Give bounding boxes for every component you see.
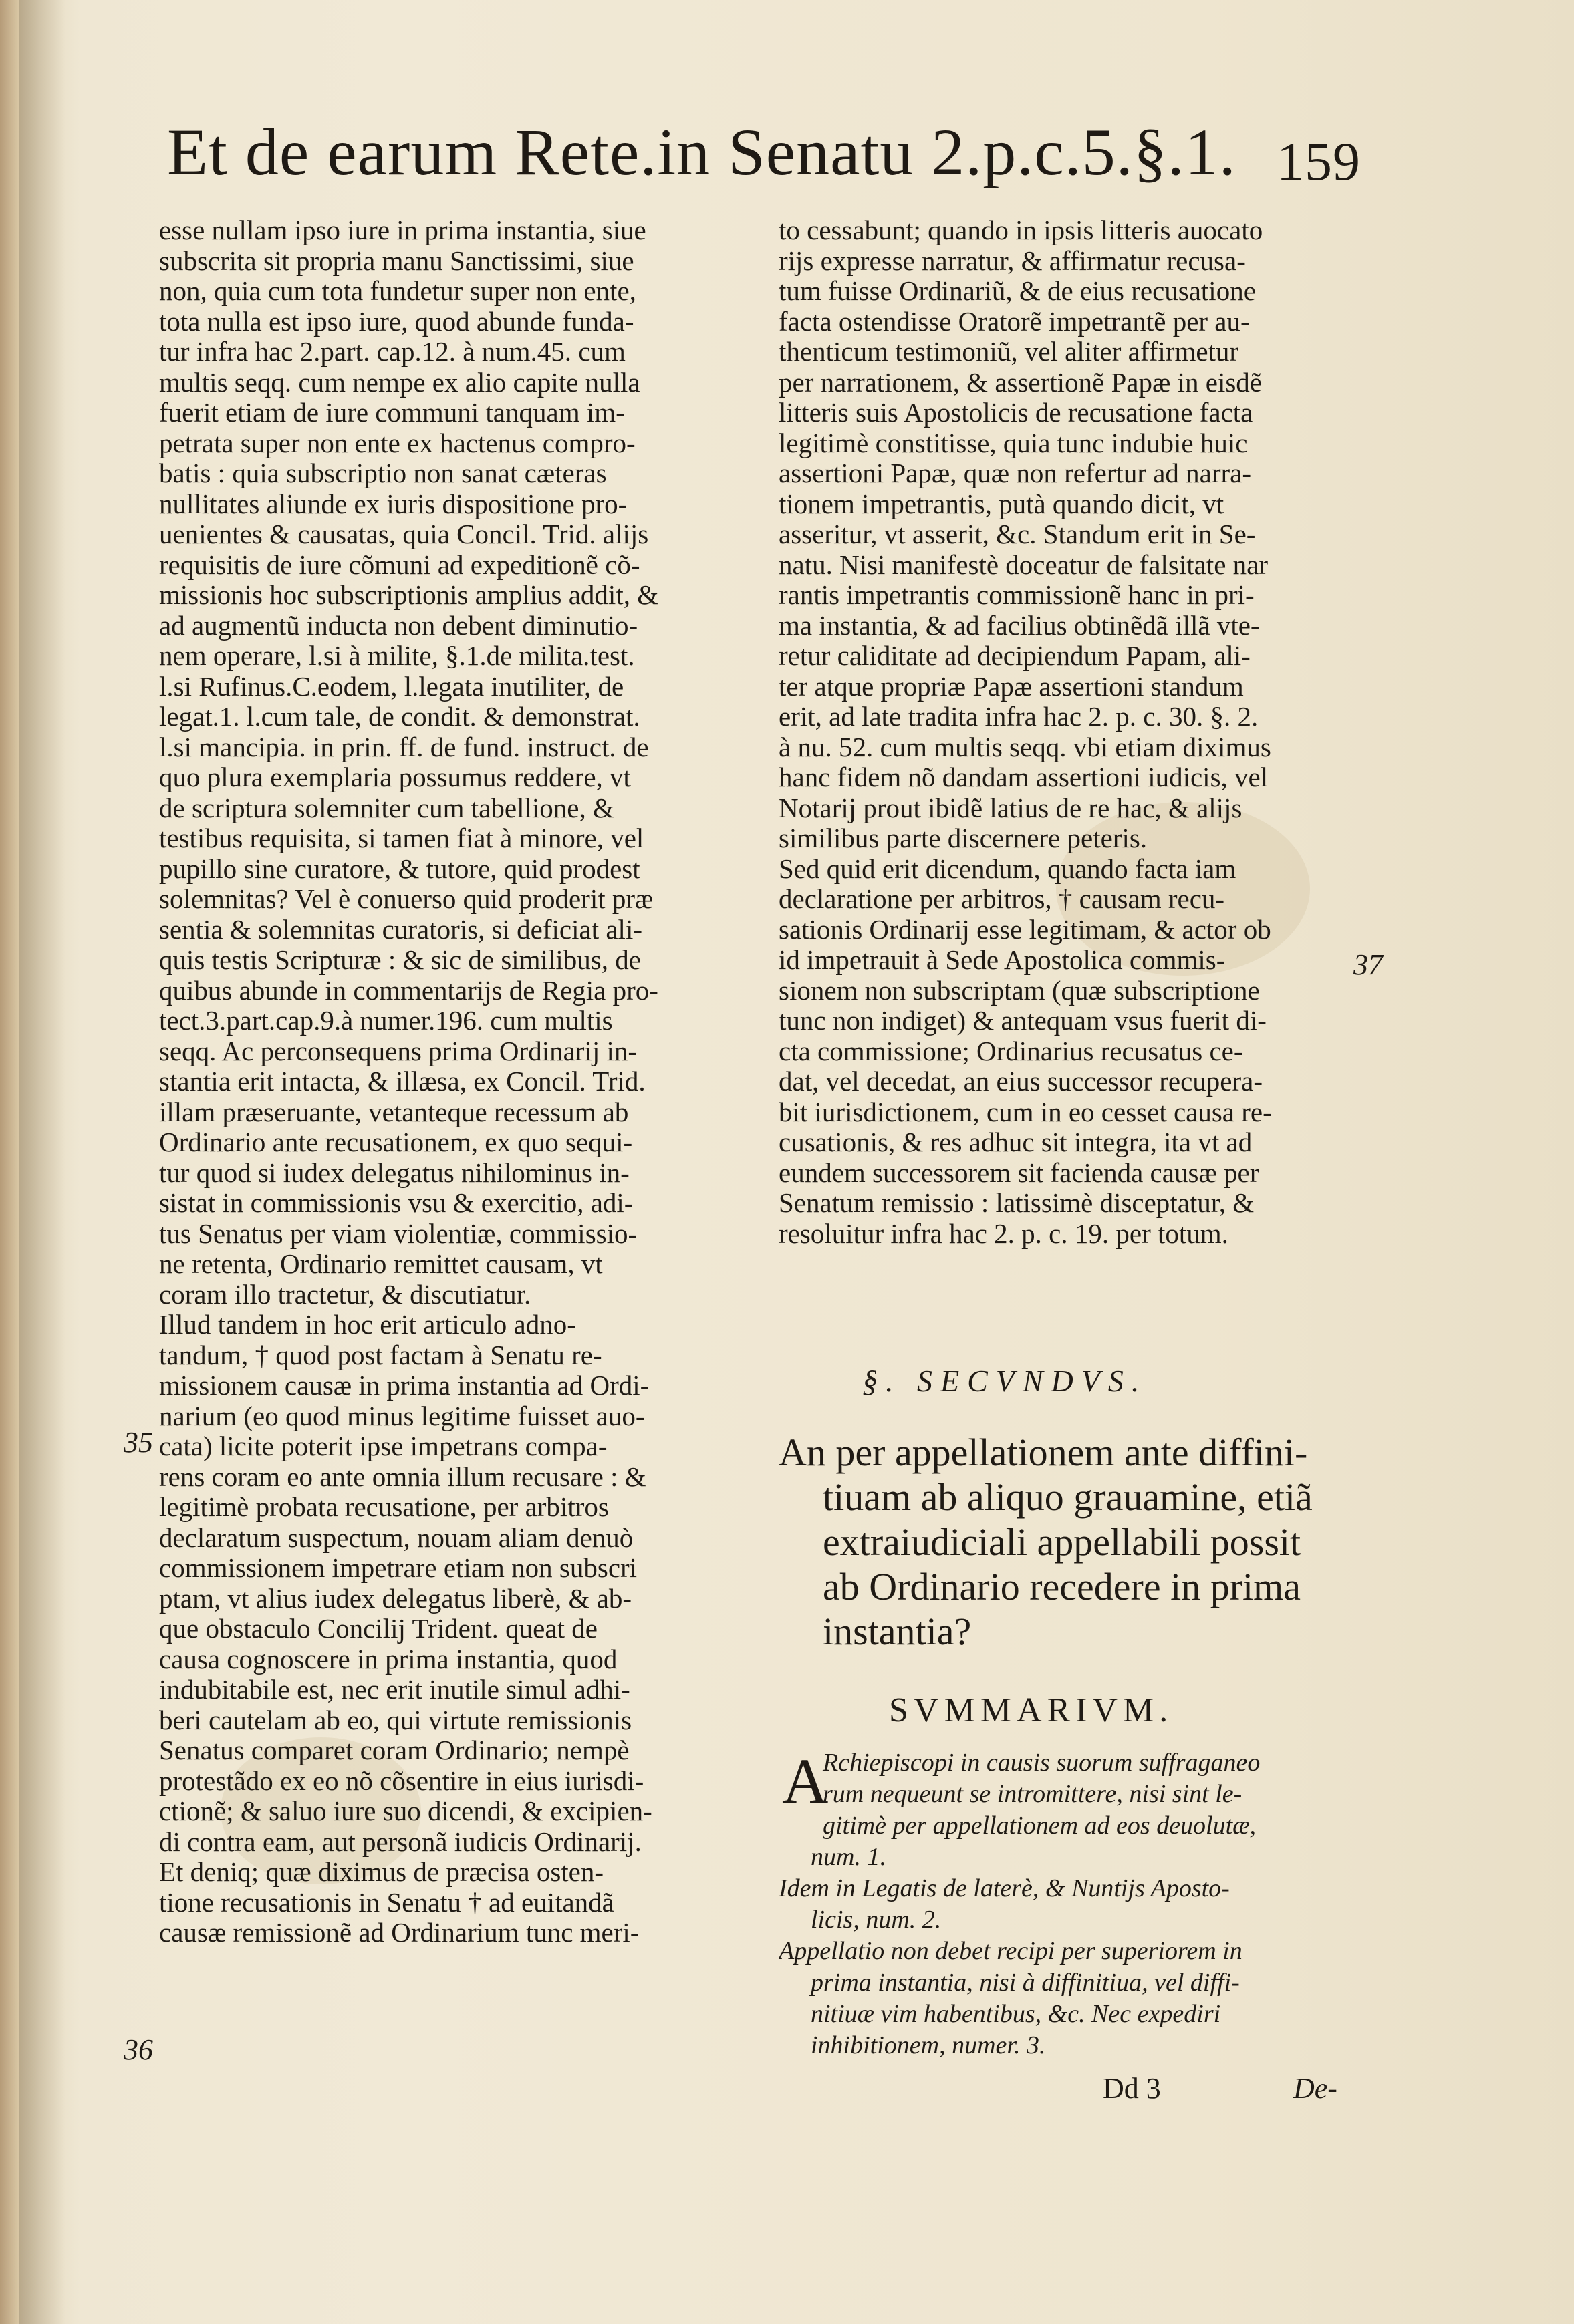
text-line: tota nulla est ipso iure, quod abunde funda-: [159, 306, 634, 337]
text-line: subscrita sit propria manu Sanctissimi, siue: [159, 245, 634, 276]
text-line: legat.1. l.cum tale, de condit. & demonstrat.: [159, 702, 640, 732]
text-line: quo plura exemplaria possumus reddere, vt: [159, 762, 631, 792]
text-line: Sed quid erit dicendum, quando facta iam: [779, 853, 1236, 884]
text-line: sentia & solemnitas curatoris, si deficiat ali-: [159, 914, 642, 945]
summarium-heading: SVMMARIVM.: [889, 1691, 1174, 1729]
right-column: [779, 215, 1347, 1249]
running-header: [167, 112, 1370, 206]
text-line: ctionẽ; & saluo iure suo dicendi, & excipien-: [159, 1796, 652, 1826]
text-line: id impetrauit à Sede Apostolica commis-: [779, 945, 1226, 975]
text-line: requisitis de iure cõmuni ad expeditionẽ cõ-: [159, 549, 640, 580]
text-line: thenticum testimoniũ, vel aliter affirmetur: [779, 337, 1239, 367]
text-line: Senatus comparet coram Ordinario; nempè: [159, 1735, 630, 1765]
text-line: cata) licite poterit ipse impetrans compa-: [159, 1431, 608, 1461]
margin-number-36: 36: [124, 2033, 153, 2066]
text-line: esse nullam ipso iure in prima instantia, siue: [159, 215, 646, 245]
summarium-line: licis, num. 2.: [811, 1906, 942, 1934]
text-line: protestãdo ex eo nõ cõsentire in eius iurisdi-: [159, 1765, 644, 1796]
drop-capital: A: [782, 1745, 829, 1817]
text-line: rijs expresse narratur, & affirmatur recusa-: [779, 245, 1246, 276]
text-line: causa cognoscere in prima instantia, quod: [159, 1644, 618, 1675]
text-line: asseritur, vt asserit, &c. Standum erit in Se-: [779, 519, 1256, 549]
summarium-line: num. 1.: [811, 1843, 886, 1871]
text-line: l.si Rufinus.C.eodem, l.legata inutiliter, de: [159, 671, 624, 702]
text-line: tunc non indiget) & antequam vsus fuerit di-: [779, 1006, 1267, 1036]
text-line: tum fuisse Ordinariũ, & de eius recusatione: [779, 276, 1256, 306]
text-line: assertioni Papæ, quæ non refertur ad narra-: [779, 458, 1252, 488]
text-line: narium (eo quod minus legitime fuisset auo-: [159, 1401, 645, 1431]
text-line: tur infra hac 2.part. cap.12. à num.45. cum: [159, 337, 626, 367]
text-line: resoluitur infra hac 2. p. c. 19. per totum.: [779, 1218, 1228, 1249]
text-line: ter atque propriæ Papæ assertioni standum: [779, 671, 1244, 702]
text-line: commissionem impetrare etiam non subscri: [159, 1553, 638, 1583]
gutter-shadow: [19, 0, 65, 2324]
summarium-line: Rchiepiscopi in causis suorum suffraganeo: [823, 1749, 1261, 1777]
text-line: pupillo sine curatore, & tutore, quid prodest: [159, 853, 640, 884]
text-line: per narrationem, & assertionẽ Papæ in eisdẽ: [779, 367, 1262, 398]
text-line: legitimè probata recusatione, per arbitros: [159, 1492, 609, 1522]
signature-mark: Dd 3: [1103, 2072, 1161, 2105]
text-line: illam præseruante, vetanteque recessum ab: [159, 1097, 629, 1127]
text-line: que obstaculo Concilij Trident. queat de: [159, 1614, 598, 1644]
summarium-line: rum nequeunt se intromittere, nisi sint le-: [823, 1780, 1242, 1808]
text-line: quibus abunde in commentarijs de Regia pro-: [159, 975, 658, 1006]
summarium-line: Idem in Legatis de laterè, & Nuntijs Aposto-: [779, 1874, 1230, 1902]
summarium-line: gitimè per appellationem ad eos deuolutæ,: [823, 1811, 1257, 1840]
text-line: batis : quia subscriptio non sanat cæteras: [159, 458, 607, 488]
text-line: tus Senatus per viam violentiæ, commissio-: [159, 1218, 638, 1249]
text-line: indubitabile est, nec erit inutile simul adhi-: [159, 1675, 630, 1705]
text-line: retur caliditate ad decipiendum Papam, ali-: [779, 641, 1251, 671]
text-line: cusationis, & res adhuc sit integra, ita vt ad: [779, 1127, 1253, 1157]
text-line: tect.3.part.cap.9.à numer.196. cum multis: [159, 1006, 613, 1036]
text-line: litteris suis Apostolicis de recusatione facta: [779, 398, 1253, 428]
text-line: di contra eam, aut personã iudicis Ordinarij.: [159, 1826, 642, 1857]
text-line: natu. Nisi manifestè doceatur de falsitate nar: [779, 549, 1269, 580]
summarium-line: prima instantia, nisi à diffinitiua, vel diffi-: [811, 1969, 1240, 1997]
text-line: Et deniq; quæ diximus de præcisa osten-: [159, 1857, 604, 1887]
text-line: ad augmentũ inducta non debent diminutio-: [159, 610, 638, 641]
catchword: De-: [1293, 2072, 1337, 2105]
text-line: quis testis Scripturæ : & sic de similibus, de: [159, 945, 641, 975]
text-line: hanc fidem nõ dandam assertioni iudicis, vel: [779, 762, 1269, 792]
text-line: testibus requisita, si tamen fiat à minore, vel: [159, 823, 644, 853]
text-line: nem operare, l.si à milite, §.1.de milita.test.: [159, 641, 635, 671]
text-line: rantis impetrantis commissionẽ hanc in pri-: [779, 580, 1255, 610]
text-line: tione recusationis in Senatu † ad euitandã: [159, 1887, 614, 1918]
text-line: Illud tandem in hoc erit articulo adno-: [159, 1310, 576, 1340]
question-heading: [779, 1430, 1353, 1654]
text-line: cta commissione; Ordinarius recusatus ce-: [779, 1036, 1243, 1066]
summarium-entries: [779, 1747, 1360, 2061]
text-line: tandum, † quod post factam à Senatu re-: [159, 1340, 602, 1370]
text-line: sistat in commissionis vsu & exercitio, adi-: [159, 1188, 634, 1218]
running-title: Et de earum Rete.in Senatu 2.p.c.5.§.1.: [167, 115, 1236, 189]
text-line: à nu. 52. cum multis seqq. vbi etiam diximus: [779, 732, 1271, 762]
question-line: tiuam ab aliquo grauamine, etiã: [823, 1475, 1313, 1519]
question-line: An per appellationem ante diffini-: [779, 1431, 1308, 1474]
text-line: ma instantia, & ad facilius obtinẽdã illã vte-: [779, 610, 1260, 641]
text-line: nullitates aliunde ex iuris dispositione pro-: [159, 488, 628, 519]
summarium-line: Appellatio non debet recipi per superiorem in: [779, 1937, 1242, 1965]
margin-number-37: 37: [1353, 948, 1383, 981]
text-line: rens coram eo ante omnia illum recusare : &: [159, 1461, 646, 1492]
text-line: seqq. Ac perconsequens prima Ordinarij in-: [159, 1036, 638, 1066]
text-line: legitimè constitisse, quia tunc indubie huic: [779, 428, 1248, 458]
text-line: tur quod si iudex delegatus nihilominus in-: [159, 1157, 630, 1188]
text-line: dat, vel decedat, an eius successor recupera-: [779, 1066, 1263, 1097]
text-line: petrata super non ente ex hactenus compro-: [159, 428, 636, 458]
text-line: declaratum suspectum, nouam aliam denuò: [159, 1522, 634, 1553]
margin-number-35: 35: [124, 1426, 153, 1459]
text-line: de scriptura solemniter cum tabellione, &: [159, 792, 614, 823]
left-column: [159, 215, 747, 1948]
text-line: non, quia cum tota fundetur super non ente,: [159, 276, 636, 306]
text-line: similibus parte discernere peteris.: [779, 823, 1148, 853]
section-heading: §. SECVNDVS.: [862, 1364, 1148, 1398]
text-line: coram illo tractetur, & discutiatur.: [159, 1279, 531, 1310]
text-line: bit iurisdictionem, cum in eo cesset causa re-: [779, 1097, 1272, 1127]
text-line: fuerit etiam de iure communi tanquam im-: [159, 398, 625, 428]
folio-number: 159: [1277, 131, 1361, 192]
text-line: Ordinario ante recusationem, ex quo sequi-: [159, 1127, 633, 1157]
text-line: missionem causæ in prima instantia ad Ordi-: [159, 1370, 650, 1401]
text-line: erit, ad late tradita infra hac 2. p. c. 30. §. 2.: [779, 702, 1259, 732]
text-line: sionem non subscriptam (quæ subscriptione: [779, 975, 1260, 1006]
text-line: Notarij prout ibidẽ latius de re hac, & alijs: [779, 792, 1242, 823]
text-line: solemnitas? Vel è conuerso quid proderit præ: [159, 884, 654, 914]
text-line: beri cautelam ab eo, qui virtute remissionis: [159, 1705, 632, 1735]
question-line: ab Ordinario recedere in prima: [823, 1565, 1301, 1608]
question-line: instantia?: [823, 1610, 972, 1653]
text-line: ptam, vt alius iudex delegatus liberè, & ab-: [159, 1583, 632, 1614]
text-line: uenientes & causatas, quia Concil. Trid. alijs: [159, 519, 649, 549]
text-line: facta ostendisse Oratorẽ impetrantẽ per au-: [779, 306, 1250, 337]
text-line: stantia erit intacta, & illæsa, ex Concil. Trid.: [159, 1066, 646, 1097]
page-edge: [0, 0, 19, 2324]
text-line: sationis Ordinarij esse legitimam, & actor ob: [779, 914, 1271, 945]
question-line: extraiudiciali appellabili possit: [823, 1520, 1301, 1564]
summarium-line: inhibitionem, numer. 3.: [811, 2031, 1046, 2059]
summarium-line: nitiuæ vim habentibus, &c. Nec expediri: [811, 2000, 1221, 2028]
text-line: l.si mancipia. in prin. ff. de fund. instruct. de: [159, 732, 649, 762]
text-line: to cessabunt; quando in ipsis litteris auocato: [779, 215, 1263, 245]
text-line: eundem successorem sit facienda causæ per: [779, 1157, 1259, 1188]
text-line: missionis hoc subscriptionis amplius addit, &: [159, 580, 659, 610]
text-line: Senatum remissio : latissimè disceptatur, &: [779, 1188, 1255, 1218]
text-line: tionem impetrantis, putà quando dicit, vt: [779, 488, 1224, 519]
text-line: ne retenta, Ordinario remittet causam, vt: [159, 1249, 603, 1279]
text-line: causæ remissionẽ ad Ordinarium tunc meri-: [159, 1918, 640, 1948]
text-line: multis seqq. cum nempe ex alio capite nulla: [159, 367, 640, 398]
text-line: declaratione per arbitros, † causam recu-: [779, 884, 1225, 914]
